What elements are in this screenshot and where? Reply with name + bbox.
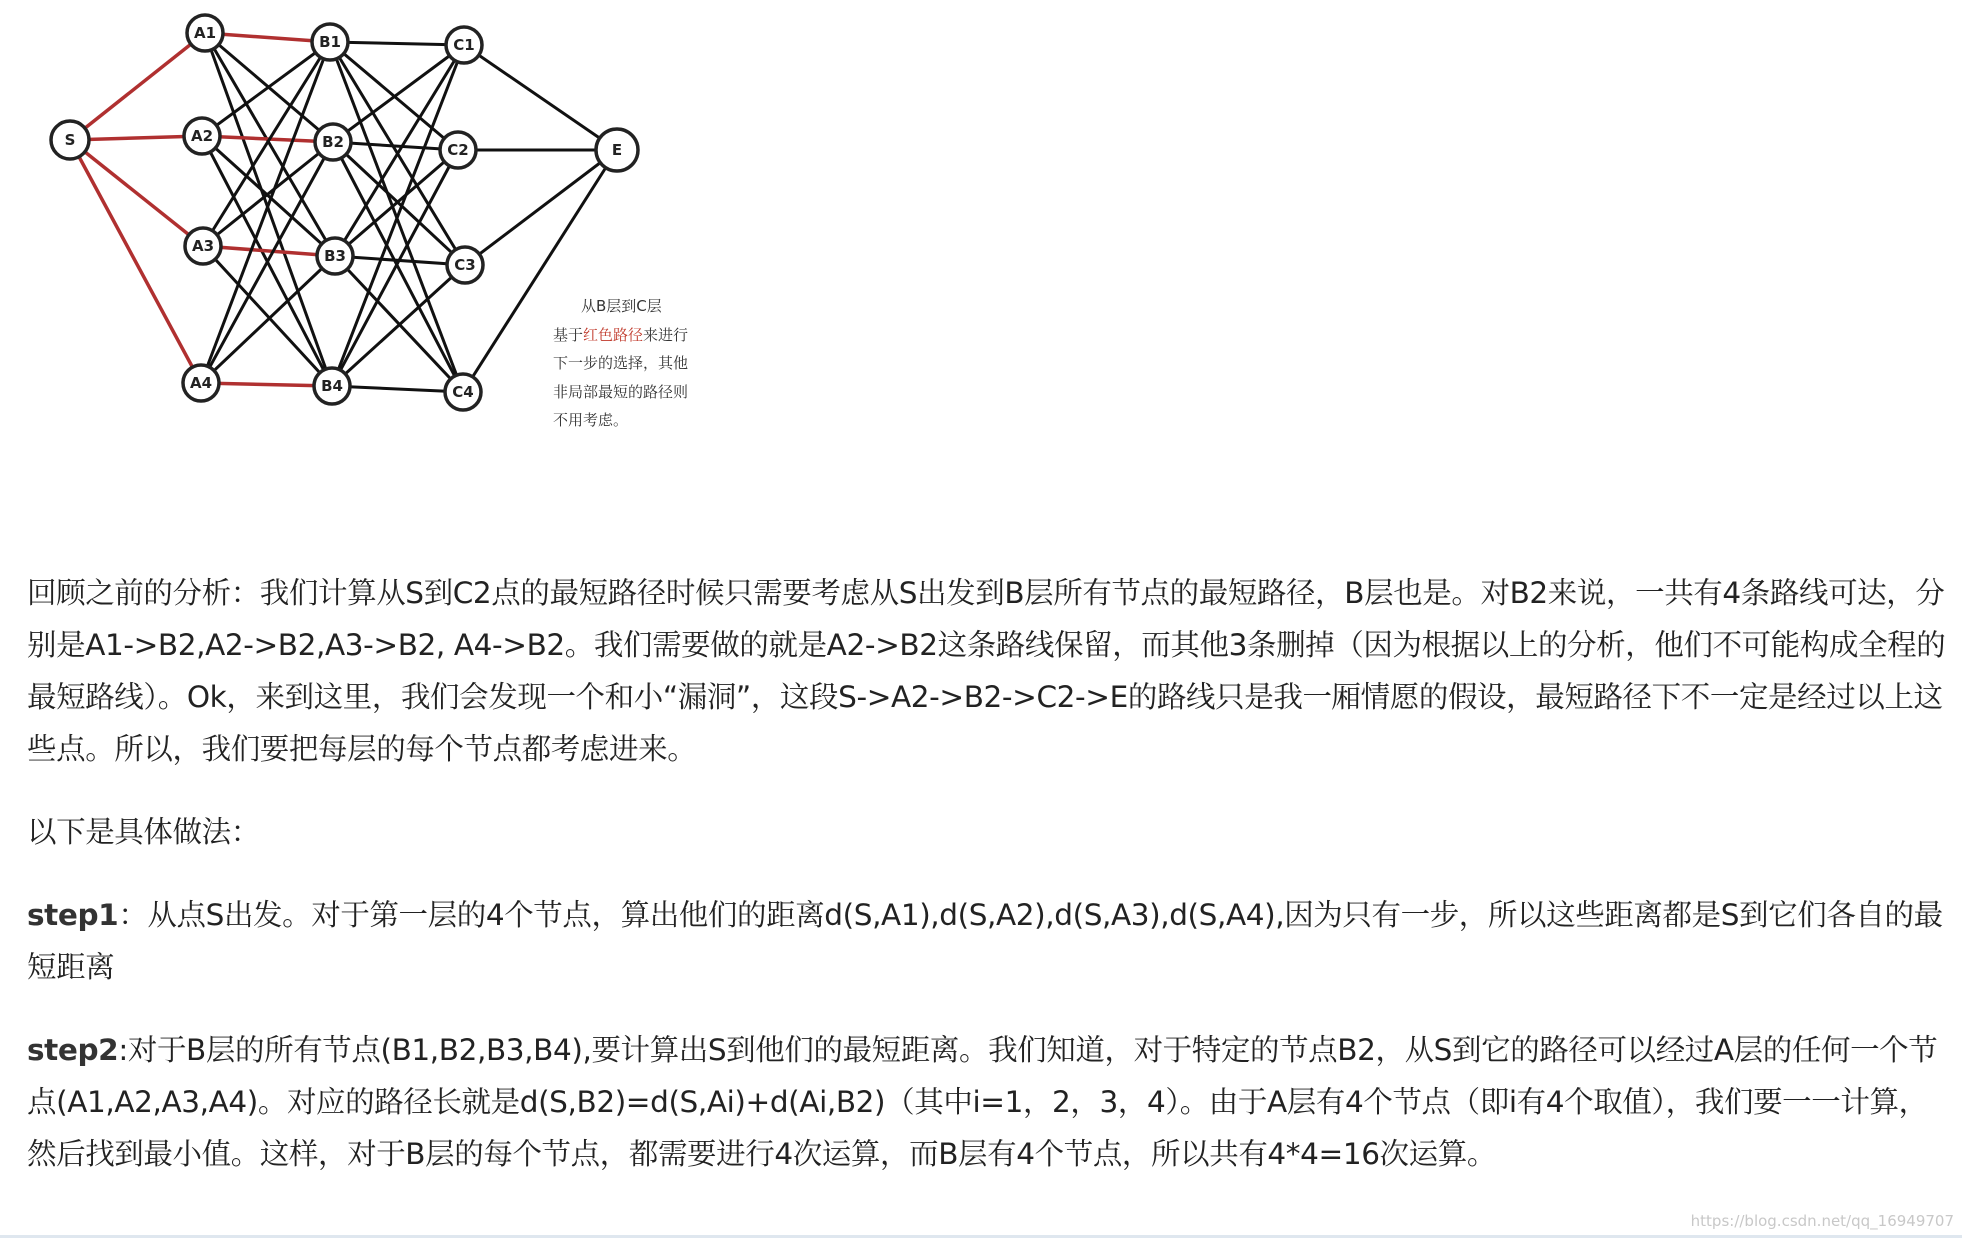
paragraph-step1 xyxy=(27,889,1952,993)
edge-s-a4 xyxy=(70,140,201,383)
edge-a4-b3 xyxy=(201,256,335,383)
annotation-line-3: 下一步的选择，其他 xyxy=(553,354,689,372)
edge-a3-b2 xyxy=(203,142,333,246)
edge-a3-b4 xyxy=(203,246,332,386)
annotation-line-2 xyxy=(553,321,713,350)
node-label-a2: A2 xyxy=(190,127,214,145)
edge-a3-b3 xyxy=(203,246,335,256)
annotation-line-1: 从B层到C层 xyxy=(581,297,662,315)
annotation-line-5: 不用考虑。 xyxy=(553,411,629,429)
node-label-b2: B2 xyxy=(322,133,344,151)
step1-label: step1 xyxy=(27,898,119,932)
edge-s-a1 xyxy=(70,33,205,140)
node-label-s: S xyxy=(64,131,76,149)
node-label-a3: A3 xyxy=(191,237,215,255)
step2-text: :对于B层的所有节点(B1,B2,B3,B4),要计算出S到他们的最短距离。我们知道，对于特定的节点B2，从S到它的路径可以经过A层的任何一个节点(A1,A2,A3,A4)。对应的路径长就是d(S,B2)=d(S,Ai)+d(Ai,B2)（其中i=1，2，3，4）。由于A层有4个节点（即i有4个取值），我们要一一计算，然后找到最小值。这样，对于B层的每个节点，都需要进行4次运算，而B层有4个节点，所以共有4*4=16次运算。 xyxy=(27,1033,1938,1171)
node-e xyxy=(596,129,638,171)
node-label-a1: A1 xyxy=(193,24,217,42)
node-c2 xyxy=(440,132,476,168)
node-label-c4: C4 xyxy=(452,383,474,401)
node-c4 xyxy=(445,374,481,410)
annotation-red-path-highlight: 红色路径 xyxy=(583,325,644,344)
node-c3 xyxy=(447,247,483,283)
step1-text: ：从点S出发。对于第一层的4个节点，算出他们的距离d(S,A1),d(S,A2),d(S,A3),d(S,A4),因为只有一步，所以这些距离都是S到它们各自的最短距离 xyxy=(27,898,1943,984)
edge-s-a3 xyxy=(70,140,203,246)
node-b4 xyxy=(314,368,350,404)
watermark: https://blog.csdn.net/qq_16949707 xyxy=(1690,1212,1954,1230)
node-b3 xyxy=(317,238,353,274)
paragraph-review: 回顾之前的分析：我们计算从S到C2点的最短路径时候只需要考虑从S出发到B层所有节点的最短路径，B层也是。对B2来说，一共有4条路线可达，分别是A1->B2,A2->B2,A3->B2, A4->B2。我们需要做的就是A2->B2这条路线保留，而其他3条删掉（因为根据以上的分析，他们不可能构成全程的最短路线）。Ok，来到这里，我们会发现一个和小“漏洞”，这段S->A2->B2->C2->E的路线只是我一厢情愿的假设，最短路径下不一定是经过以上这些点。所以，我们要把每层的每个节点都考虑进来。 xyxy=(27,576,1946,766)
node-label-c1: C1 xyxy=(453,36,475,54)
node-label-a4: A4 xyxy=(189,374,213,392)
node-label-b4: B4 xyxy=(321,377,343,395)
edge-b4-c3 xyxy=(332,265,465,386)
edge-c1-e xyxy=(464,45,617,150)
figure-annotation xyxy=(553,292,713,435)
node-label-c3: C3 xyxy=(454,256,476,274)
edge-b4-c2 xyxy=(332,150,458,386)
edge-b1-c1 xyxy=(330,42,464,45)
annotation-line-4: 非局部最短的路径则 xyxy=(553,382,689,401)
node-s xyxy=(51,121,89,159)
graph-edges xyxy=(70,33,617,392)
node-label-c2: C2 xyxy=(447,141,469,159)
annotation-line-2-prefix: 基于 xyxy=(553,325,584,344)
annotation-line-2-suffix: 来进行 xyxy=(643,325,689,344)
node-label-b1: B1 xyxy=(319,33,341,51)
node-b2 xyxy=(315,124,351,160)
node-a1 xyxy=(187,15,223,51)
edge-a2-b3 xyxy=(202,136,335,256)
article-body xyxy=(27,567,1952,1180)
node-c1 xyxy=(446,27,482,63)
node-label-e: E xyxy=(611,141,623,159)
node-a4 xyxy=(183,365,219,401)
node-a2 xyxy=(184,118,220,154)
node-a3 xyxy=(185,228,221,264)
step2-label: step2 xyxy=(27,1033,119,1067)
node-label-b3: B3 xyxy=(324,247,346,265)
node-b1 xyxy=(312,24,348,60)
paragraph-method-intro: 以下是具体做法： xyxy=(27,815,260,849)
edge-c3-e xyxy=(465,150,617,265)
paragraph-step2 xyxy=(27,1024,1952,1180)
